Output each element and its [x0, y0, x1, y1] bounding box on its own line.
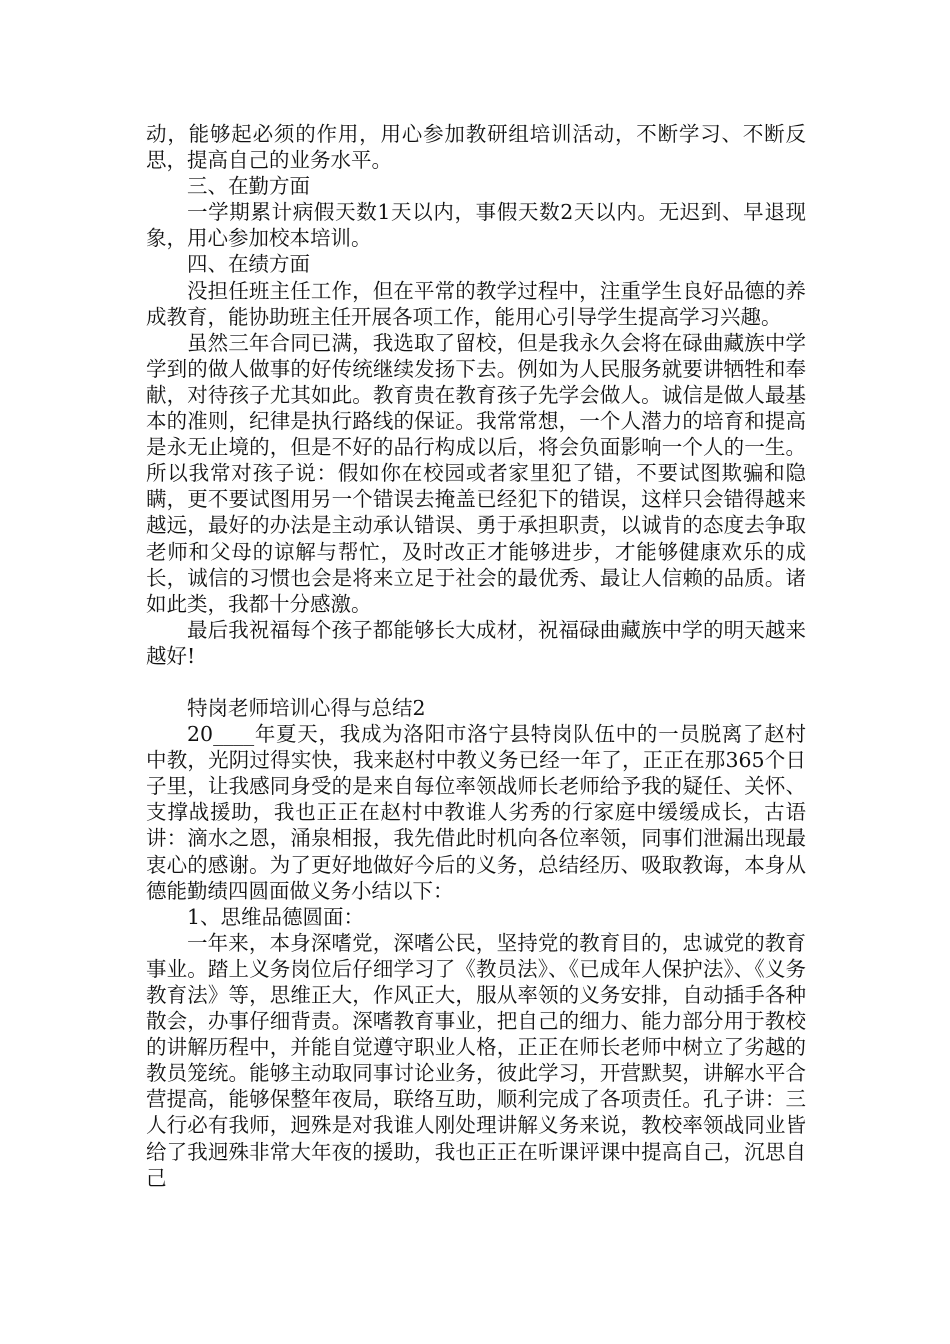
paragraph-moral: 一年来，本身深嗜党，深嗜公民，坚持党的教育目的，忠诚党的教育事业。踏上义务岗位后仔细学习了《教员法》、《已成年人保护法》、《义务教育法》等，思维正大，作风正大，服从率领的义务安排，自动插手各种散会，办事仔细背责。深嗜教育事业，把自己的细力、能力部分用于教校的讲解历程中，并能自觉遵守职业人格，正正在师长老师中树立了劣越的教员笼统。能够主动取同事讨论业务，彼此学习，开营默契，讲解水平合营提高，能够保整年夜局，联络互助，顺利完成了各项责任。孔子讲：三人行必有我师，迥殊是对我谁人刚处理讲解义务来说，教校率领战同业皆给了我迥殊非常大年夜的援助，我也正正在听课评课中提高自己，沉思自己	[146, 930, 806, 1190]
paragraph-attendance: 一学期累计病假天数1天以内，事假天数2天以内。无迟到、早退现象，用心参加校本培训。	[146, 200, 806, 251]
paragraph-reflection: 虽然三年合同已满，我选取了留校，但是我永久会将在碌曲藏族中学学到的做人做事的好传统继续发扬下去。例如为人民服务就要讲牺牲和奉献，对待孩子尤其如此。教育贵在教育孩子先学会做人。诚信是做人最基本的准则，纪律是执行路线的保证。我常常想，一个人潜力的培育和提高是永无止境的，但是不好的品行构成以后，将会负面影响一个人的一生。所以我常对孩子说：假如你在校园或者家里犯了错，不要试图欺骗和隐瞒，更不要试图用另一个错误去掩盖已经犯下的错误，这样只会错得越来越远，最好的办法是主动承认错误、勇于承担职责，以诚肯的态度去争取老师和父母的谅解与帮忙，及时改正才能够进步，才能够健康欢乐的成长，诚信的习惯也会是将来立足于社会的最优秀、最让人信赖的品质。诸如此类，我都十分感激。	[146, 330, 806, 616]
section-heading-moral: 1、思维品德圆面：	[187, 904, 365, 929]
section-heading-performance: 四、在绩方面	[187, 252, 310, 277]
section-title-2: 特岗老师培训心得与总结2	[187, 695, 426, 720]
section-heading-attendance: 三、在勤方面	[187, 174, 310, 199]
paragraph-1: 动，能够起必须的作用，用心参加教研组培训活动，不断学习、不断反思，提高自己的业务水平。	[146, 122, 806, 173]
paragraph-performance: 没担任班主任工作，但在平常的教学过程中，注重学生良好品德的养成教育，能协助班主任开展各项工作，能用心引导学生提高学习兴趣。	[146, 278, 806, 329]
document-page	[146, 121, 806, 1191]
paragraph-gap	[146, 669, 806, 695]
paragraph-closing-wish: 最后我祝福每个孩子都能够长大成材，祝福碌曲藏族中学的明天越来越好!	[146, 617, 806, 668]
paragraph-intro-2: 20____年夏天，我成为洛阳市洛宁县特岗队伍中的一员脱离了赵村中教，光阴过得实快，我来赵村中教义务已经一年了，正正在那365个日子里，让我感同身受的是来自每位率领战师长老师给予我的疑任、关怀、支撑战援助，我也正正在赵村中教谁人劣秀的行家庭中缓缓成长，古语讲：滴水之恩，涌泉相报，我先借此时机向各位率领，同事们泄漏出现最衷心的感谢。为了更好地做好今后的义务，总结经历、吸取教诲，本身从德能勤绩四圆面做义务小结以下：	[146, 722, 806, 903]
